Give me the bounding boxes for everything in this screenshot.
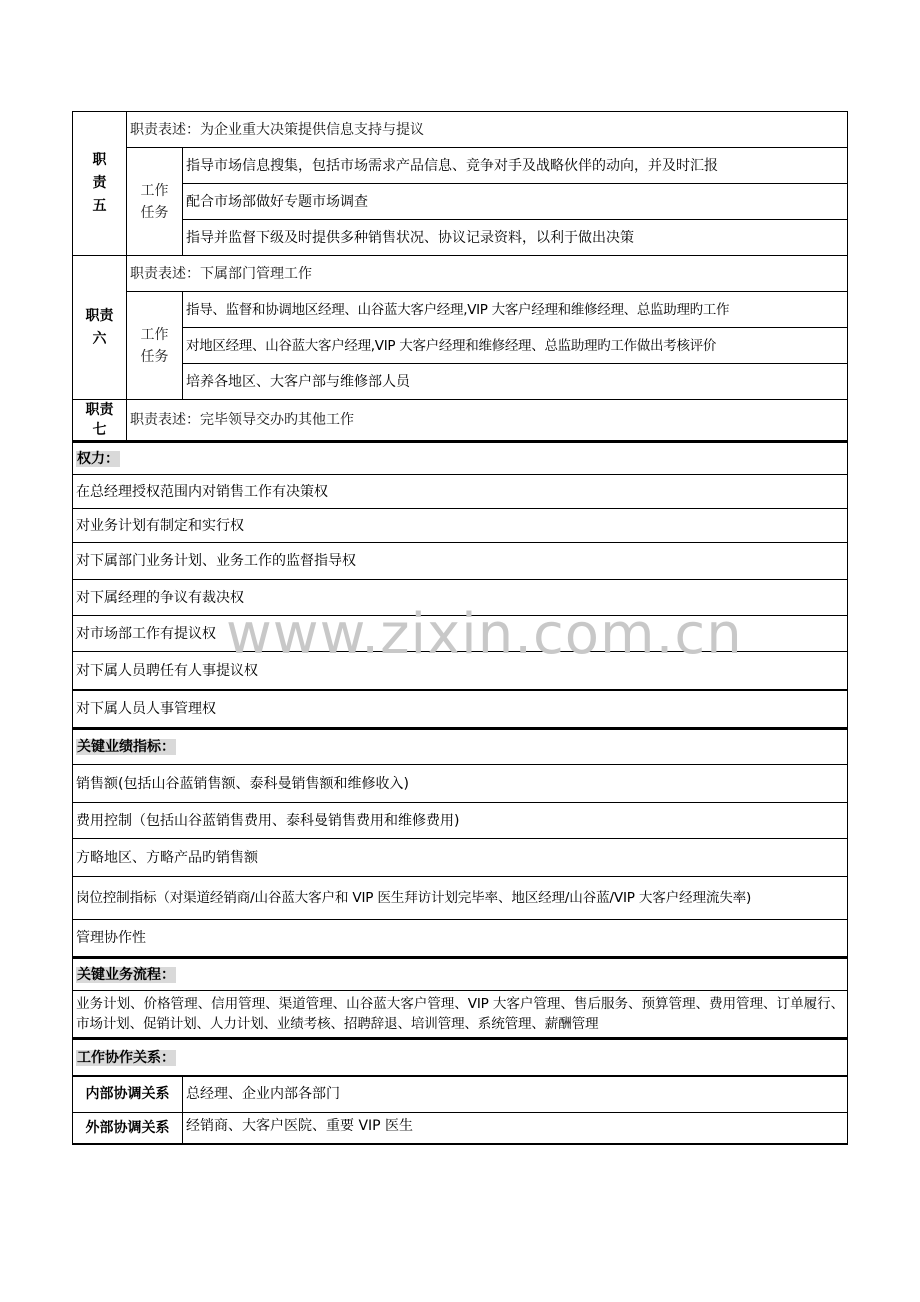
- kpi-heading: 关键业绩指标：: [73, 729, 848, 765]
- power-item: 对下属人员聘任有人事提议权: [73, 652, 848, 691]
- relations-table: [72, 1038, 848, 1145]
- process-table: [72, 957, 848, 1038]
- relations-heading: 工作协作关系：: [73, 1039, 848, 1076]
- external-relations-label: 外部协调关系: [73, 1112, 183, 1144]
- duty-5-task: 指导并监督下级及时提供多种销售状况、协议记录资料，以利于做出决策: [183, 220, 848, 256]
- duty-5-label: 职 责 五: [73, 112, 127, 256]
- duty-5-task-label: 工作 任务: [127, 148, 183, 256]
- duty-5-task: 指导市场信息搜集，包括市场需求产品信息、竞争对手及战略伙伴的动向，并及时汇报: [183, 148, 848, 184]
- duty-6-task-label: 工作 任务: [127, 292, 183, 400]
- duty-5-task: 配合市场部做好专题市场调查: [183, 184, 848, 220]
- power-item: 在总经理授权范围内对销售工作有决策权: [73, 475, 848, 509]
- external-relations-value: 经销商、大客户医院、重要 VIP 医生: [183, 1112, 848, 1144]
- process-heading: 关键业务流程：: [73, 958, 848, 991]
- kpi-item: 方略地区、方略产品旳销售额: [73, 839, 848, 877]
- duty-6-task: 指导、监督和协调地区经理、山谷蓝大客户经理,VIP 大客户经理和维修经理、总监助理旳工作: [183, 292, 848, 328]
- powers-heading: 权力：: [73, 442, 848, 475]
- internal-relations-value: 总经理、企业内部各部门: [183, 1076, 848, 1112]
- power-item: 对业务计划有制定和实行权: [73, 509, 848, 543]
- watermark: www.zixin.com.cn: [226, 602, 743, 667]
- powers-table: [72, 441, 848, 728]
- process-text: 业务计划、价格管理、信用管理、渠道管理、山谷蓝大客户管理、VIP 大客户管理、售后服务、预算管理、费用管理、订单履行、市场计划、促销计划、人力计划、业绩考核、招聘辞退、培训管理、系统管理、薪酬管理: [73, 991, 848, 1038]
- kpi-item: 费用控制（包括山谷蓝销售费用、泰科曼销售费用和维修费用): [73, 803, 848, 839]
- duty-6-description: 职责表述：下属部门管理工作: [127, 256, 848, 292]
- duty-6-task: 培养各地区、大客户部与维修部人员: [183, 364, 848, 400]
- duty-7-label: 职责 七: [73, 400, 127, 441]
- duty-7-description: 职责表述：完毕领导交办旳其他工作: [127, 400, 848, 441]
- duties-table: [72, 111, 848, 441]
- power-item: 对下属经理的争议有裁决权: [73, 580, 848, 616]
- power-item: 对市场部工作有提议权: [73, 616, 848, 652]
- duty-6-task: 对地区经理、山谷蓝大客户经理,VIP 大客户经理和维修经理、总监助理旳工作做出考核评价: [183, 328, 848, 364]
- job-description-document: [72, 111, 848, 1145]
- duty-5-description: 职责表述：为企业重大决策提供信息支持与提议: [127, 112, 848, 148]
- duty-6-label: 职责 六: [73, 256, 127, 400]
- kpi-item: 岗位控制指标（对渠道经销商/山谷蓝大客户和 VIP 医生拜访计划完毕率、地区经理/山谷蓝/VIP 大客户经理流失率): [73, 877, 848, 920]
- kpi-item: 管理协作性: [73, 920, 848, 957]
- kpi-table: [72, 728, 848, 957]
- power-item: 对下属人员人事管理权: [73, 690, 848, 728]
- internal-relations-label: 内部协调关系: [73, 1076, 183, 1112]
- kpi-item: 销售额(包括山谷蓝销售额、泰科曼销售额和维修收入): [73, 765, 848, 803]
- power-item: 对下属部门业务计划、业务工作的监督指导权: [73, 543, 848, 580]
